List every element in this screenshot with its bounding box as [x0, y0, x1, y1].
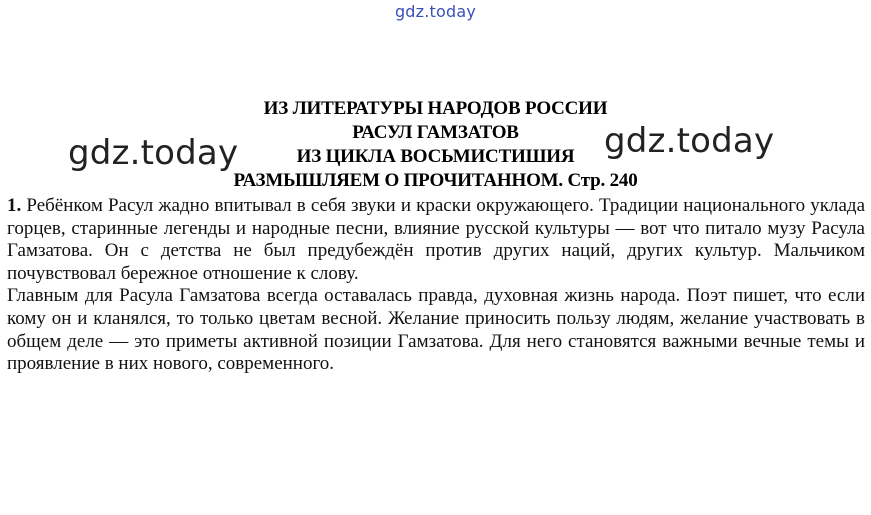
- cycle-heading: ИЗ ЦИКЛА ВОСЬМИСТИШИЯ: [296, 146, 575, 167]
- watermark-right: gdz.today: [604, 121, 775, 161]
- task-heading: РАЗМЫШЛЯЕМ О ПРОЧИТАННОМ. Стр. 240: [233, 170, 638, 191]
- author-heading: РАСУЛ ГАМЗАТОВ: [352, 122, 519, 143]
- headings-block: [0, 97, 871, 193]
- answer-paragraph-1: [7, 195, 865, 285]
- answer-paragraph-2: Главным для Расула Гамзатова всегда оставалась правда, духовная жизнь народа. Поэт пишет, что если кому он и кланялся, то только цветам весной. Желание приносить пользу людям, желание участвовать в общем деле — это приметы активной позиции Гамзатова. Для него становятся важными вечные темы и проявление в них нового, современного.: [7, 285, 865, 375]
- task-number: 1.: [7, 195, 22, 216]
- watermark-left: gdz.today: [68, 133, 239, 173]
- section-heading: ИЗ ЛИТЕРАТУРЫ НАРОДОВ РОССИИ: [263, 98, 608, 119]
- watermark-top: gdz.today: [394, 2, 477, 21]
- answer-text: [7, 195, 865, 376]
- paragraph-1-text: Ребёнком Расул жадно впитывал в себя звуки и краски окружающего. Традиции национального уклада горцев, старинные легенды и народные песни, влияние русской культуры — вот что питало музу Расула Гамзатова. Он с детства не был предубеждён против других наций, других культур. Мальчиком почувствовал бережное отношение к слову.: [7, 195, 866, 284]
